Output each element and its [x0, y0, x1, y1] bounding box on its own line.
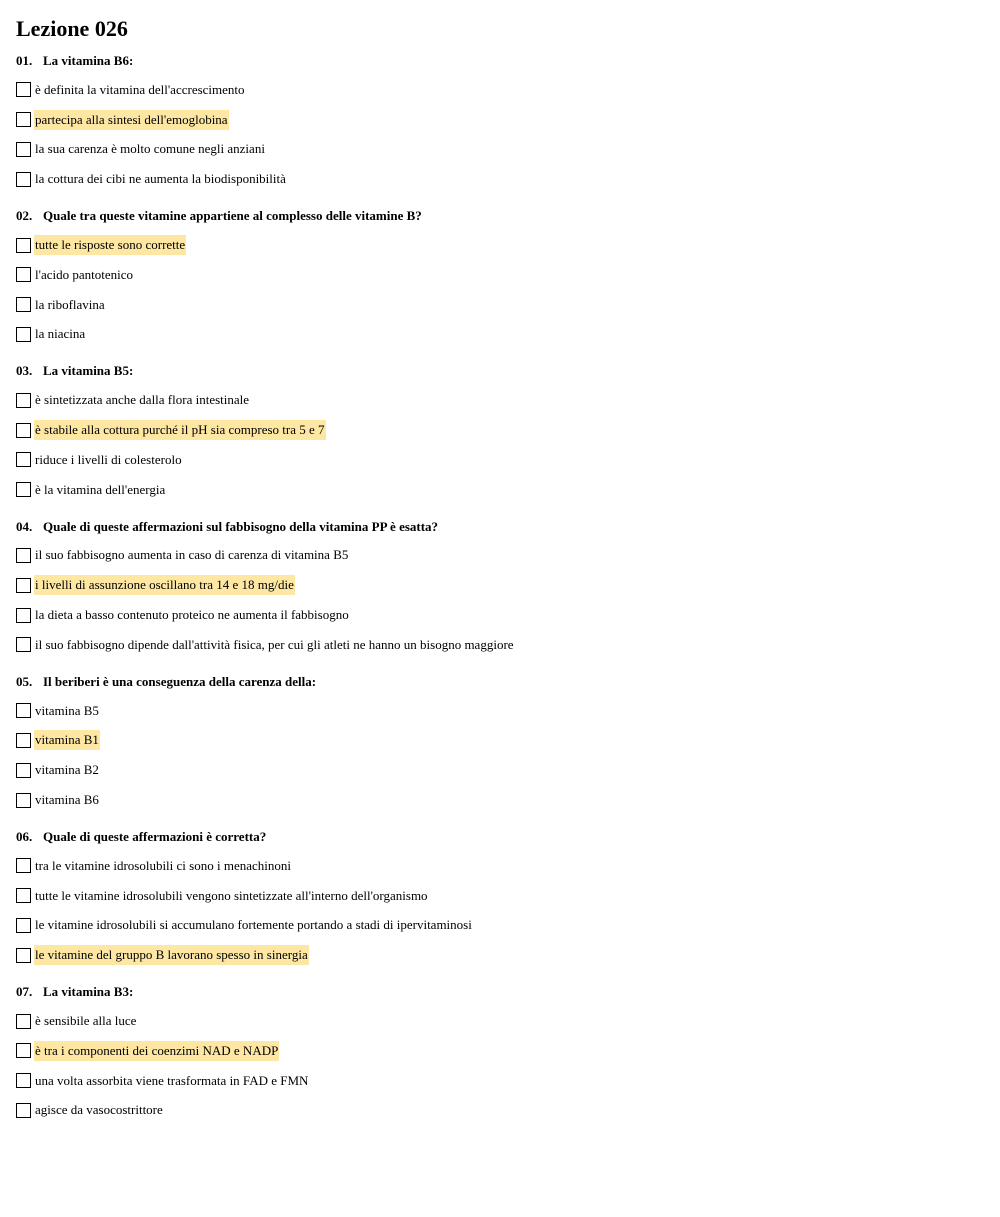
question-06	[16, 829, 1000, 970]
answer-checkbox[interactable]	[16, 733, 31, 748]
answer-checkbox[interactable]	[16, 888, 31, 903]
question-03	[16, 363, 1000, 504]
answer-text: è la vitamina dell'energia	[35, 481, 166, 497]
question-number: 03.	[16, 363, 33, 379]
answer-option[interactable]	[16, 320, 1000, 350]
answer-option[interactable]	[16, 445, 1000, 475]
answer-checkbox[interactable]	[16, 1073, 31, 1088]
question-text: Quale di queste affermazioni è corretta?	[43, 828, 267, 844]
answer-text: agisce da vasocostrittore	[35, 1102, 163, 1118]
answer-text: è sintetizzata anche dalla flora intestinale	[35, 392, 250, 408]
answer-text-highlighted: i livelli di assunzione oscillano tra 14 e 18 mg/die	[34, 575, 295, 595]
answer-checkbox[interactable]	[16, 948, 31, 963]
answer-text-highlighted: tutte le risposte sono corrette	[34, 235, 186, 255]
answer-list	[16, 75, 1000, 194]
answer-text: la dieta a basso contenuto proteico ne aumenta il fabbisogno	[35, 607, 349, 623]
question-05	[16, 674, 1000, 815]
answer-list	[16, 541, 1000, 660]
answer-checkbox[interactable]	[16, 918, 31, 933]
answer-checkbox[interactable]	[16, 608, 31, 623]
answer-text-highlighted: è tra i componenti dei coenzimi NAD e NADP	[34, 1041, 279, 1061]
answer-option[interactable]	[16, 75, 1000, 105]
answer-option[interactable]	[16, 230, 1000, 260]
question-text: La vitamina B6:	[43, 53, 134, 68]
question-title	[16, 984, 1000, 1000]
answer-checkbox[interactable]	[16, 297, 31, 312]
answer-option[interactable]	[16, 630, 1000, 660]
answer-option[interactable]	[16, 135, 1000, 165]
answer-checkbox[interactable]	[16, 1014, 31, 1029]
answer-checkbox[interactable]	[16, 423, 31, 438]
answer-text: la cottura dei cibi ne aumenta la biodisponibilità	[35, 171, 286, 187]
answer-text: la sua carenza è molto comune negli anziani	[35, 141, 265, 157]
answer-option[interactable]	[16, 1096, 1000, 1126]
answer-option[interactable]	[16, 475, 1000, 505]
answer-checkbox[interactable]	[16, 393, 31, 408]
answer-text: vitamina B2	[35, 762, 99, 778]
question-list	[16, 53, 1000, 1125]
answer-list	[16, 696, 1000, 815]
answer-option[interactable]	[16, 1006, 1000, 1036]
answer-checkbox[interactable]	[16, 793, 31, 808]
answer-list	[16, 851, 1000, 970]
answer-option[interactable]	[16, 851, 1000, 881]
question-text: Il beriberi è una conseguenza della carenza della:	[43, 673, 317, 689]
question-number: 01.	[16, 53, 33, 68]
answer-option[interactable]	[16, 1036, 1000, 1066]
answer-text-highlighted: partecipa alla sintesi dell'emoglobina	[34, 110, 229, 130]
question-title	[16, 53, 1000, 69]
answer-text-highlighted: le vitamine del gruppo B lavorano spesso in sinergia	[34, 945, 309, 965]
answer-checkbox[interactable]	[16, 1103, 31, 1118]
answer-option[interactable]	[16, 260, 1000, 290]
question-title	[16, 519, 1000, 535]
answer-option[interactable]	[16, 541, 1000, 571]
answer-checkbox[interactable]	[16, 112, 31, 127]
question-01	[16, 53, 1000, 194]
answer-checkbox[interactable]	[16, 637, 31, 652]
answer-checkbox[interactable]	[16, 267, 31, 282]
question-text: La vitamina B3:	[43, 984, 134, 1000]
answer-text: è sensibile alla luce	[35, 1013, 137, 1029]
answer-option[interactable]	[16, 570, 1000, 600]
answer-checkbox[interactable]	[16, 172, 31, 187]
answer-option[interactable]	[16, 881, 1000, 911]
answer-list	[16, 230, 1000, 349]
answer-checkbox[interactable]	[16, 452, 31, 467]
question-title	[16, 363, 1000, 379]
answer-text: il suo fabbisogno dipende dall'attività fisica, per cui gli atleti ne hanno un bisogno maggiore	[35, 636, 514, 652]
question-text: Quale tra queste vitamine appartiene al complesso delle vitamine B?	[43, 208, 422, 224]
answer-checkbox[interactable]	[16, 703, 31, 718]
answer-text: la riboflavina	[35, 296, 105, 312]
answer-text: una volta assorbita viene trasformata in FAD e FMN	[35, 1072, 309, 1088]
answer-text-highlighted: è stabile alla cottura purché il pH sia compreso tra 5 e 7	[34, 420, 326, 440]
answer-text: vitamina B5	[35, 702, 99, 718]
answer-option[interactable]	[16, 911, 1000, 941]
answer-option[interactable]	[16, 164, 1000, 194]
answer-checkbox[interactable]	[16, 578, 31, 593]
answer-checkbox[interactable]	[16, 548, 31, 563]
answer-option[interactable]	[16, 940, 1000, 970]
answer-checkbox[interactable]	[16, 142, 31, 157]
answer-checkbox[interactable]	[16, 82, 31, 97]
answer-option[interactable]	[16, 600, 1000, 630]
answer-option[interactable]	[16, 105, 1000, 135]
question-title	[16, 829, 1000, 845]
answer-text: l'acido pantotenico	[35, 266, 134, 282]
answer-text: le vitamine idrosolubili si accumulano fortemente portando a stadi di ipervitaminosi	[35, 917, 472, 933]
question-number: 06.	[16, 828, 33, 844]
answer-text-highlighted: vitamina B1	[34, 730, 100, 750]
answer-text: il suo fabbisogno aumenta in caso di carenza di vitamina B5	[35, 547, 349, 563]
answer-option[interactable]	[16, 290, 1000, 320]
question-02	[16, 208, 1000, 349]
answer-checkbox[interactable]	[16, 482, 31, 497]
question-number: 07.	[16, 984, 33, 1000]
answer-text: vitamina B6	[35, 792, 99, 808]
answer-option[interactable]	[16, 415, 1000, 445]
answer-option[interactable]	[16, 785, 1000, 815]
answer-checkbox[interactable]	[16, 327, 31, 342]
answer-option[interactable]	[16, 755, 1000, 785]
answer-checkbox[interactable]	[16, 1043, 31, 1058]
answer-text: è definita la vitamina dell'accrescimento	[35, 81, 245, 97]
answer-option[interactable]	[16, 726, 1000, 756]
page-title: Lezione 026	[16, 16, 128, 41]
answer-text: tra le vitamine idrosolubili ci sono i menachinoni	[35, 857, 291, 873]
answer-checkbox[interactable]	[16, 763, 31, 778]
answer-text: tutte le vitamine idrosolubili vengono sintetizzate all'interno dell'organismo	[35, 887, 428, 903]
answer-option[interactable]	[16, 385, 1000, 415]
question-number: 04.	[16, 518, 33, 534]
answer-checkbox[interactable]	[16, 238, 31, 253]
question-text: La vitamina B5:	[43, 363, 134, 379]
answer-list	[16, 385, 1000, 504]
answer-text: la niacina	[35, 326, 86, 342]
answer-checkbox[interactable]	[16, 858, 31, 873]
question-04	[16, 519, 1000, 660]
question-title	[16, 208, 1000, 224]
question-number: 05.	[16, 673, 33, 689]
question-title	[16, 674, 1000, 690]
question-07	[16, 984, 1000, 1125]
question-text: Quale di queste affermazioni sul fabbisogno della vitamina PP è esatta?	[43, 518, 439, 534]
question-number: 02.	[16, 208, 33, 224]
answer-option[interactable]	[16, 1066, 1000, 1096]
answer-text: riduce i livelli di colesterolo	[35, 451, 182, 467]
answer-option[interactable]	[16, 696, 1000, 726]
answer-list	[16, 1006, 1000, 1125]
